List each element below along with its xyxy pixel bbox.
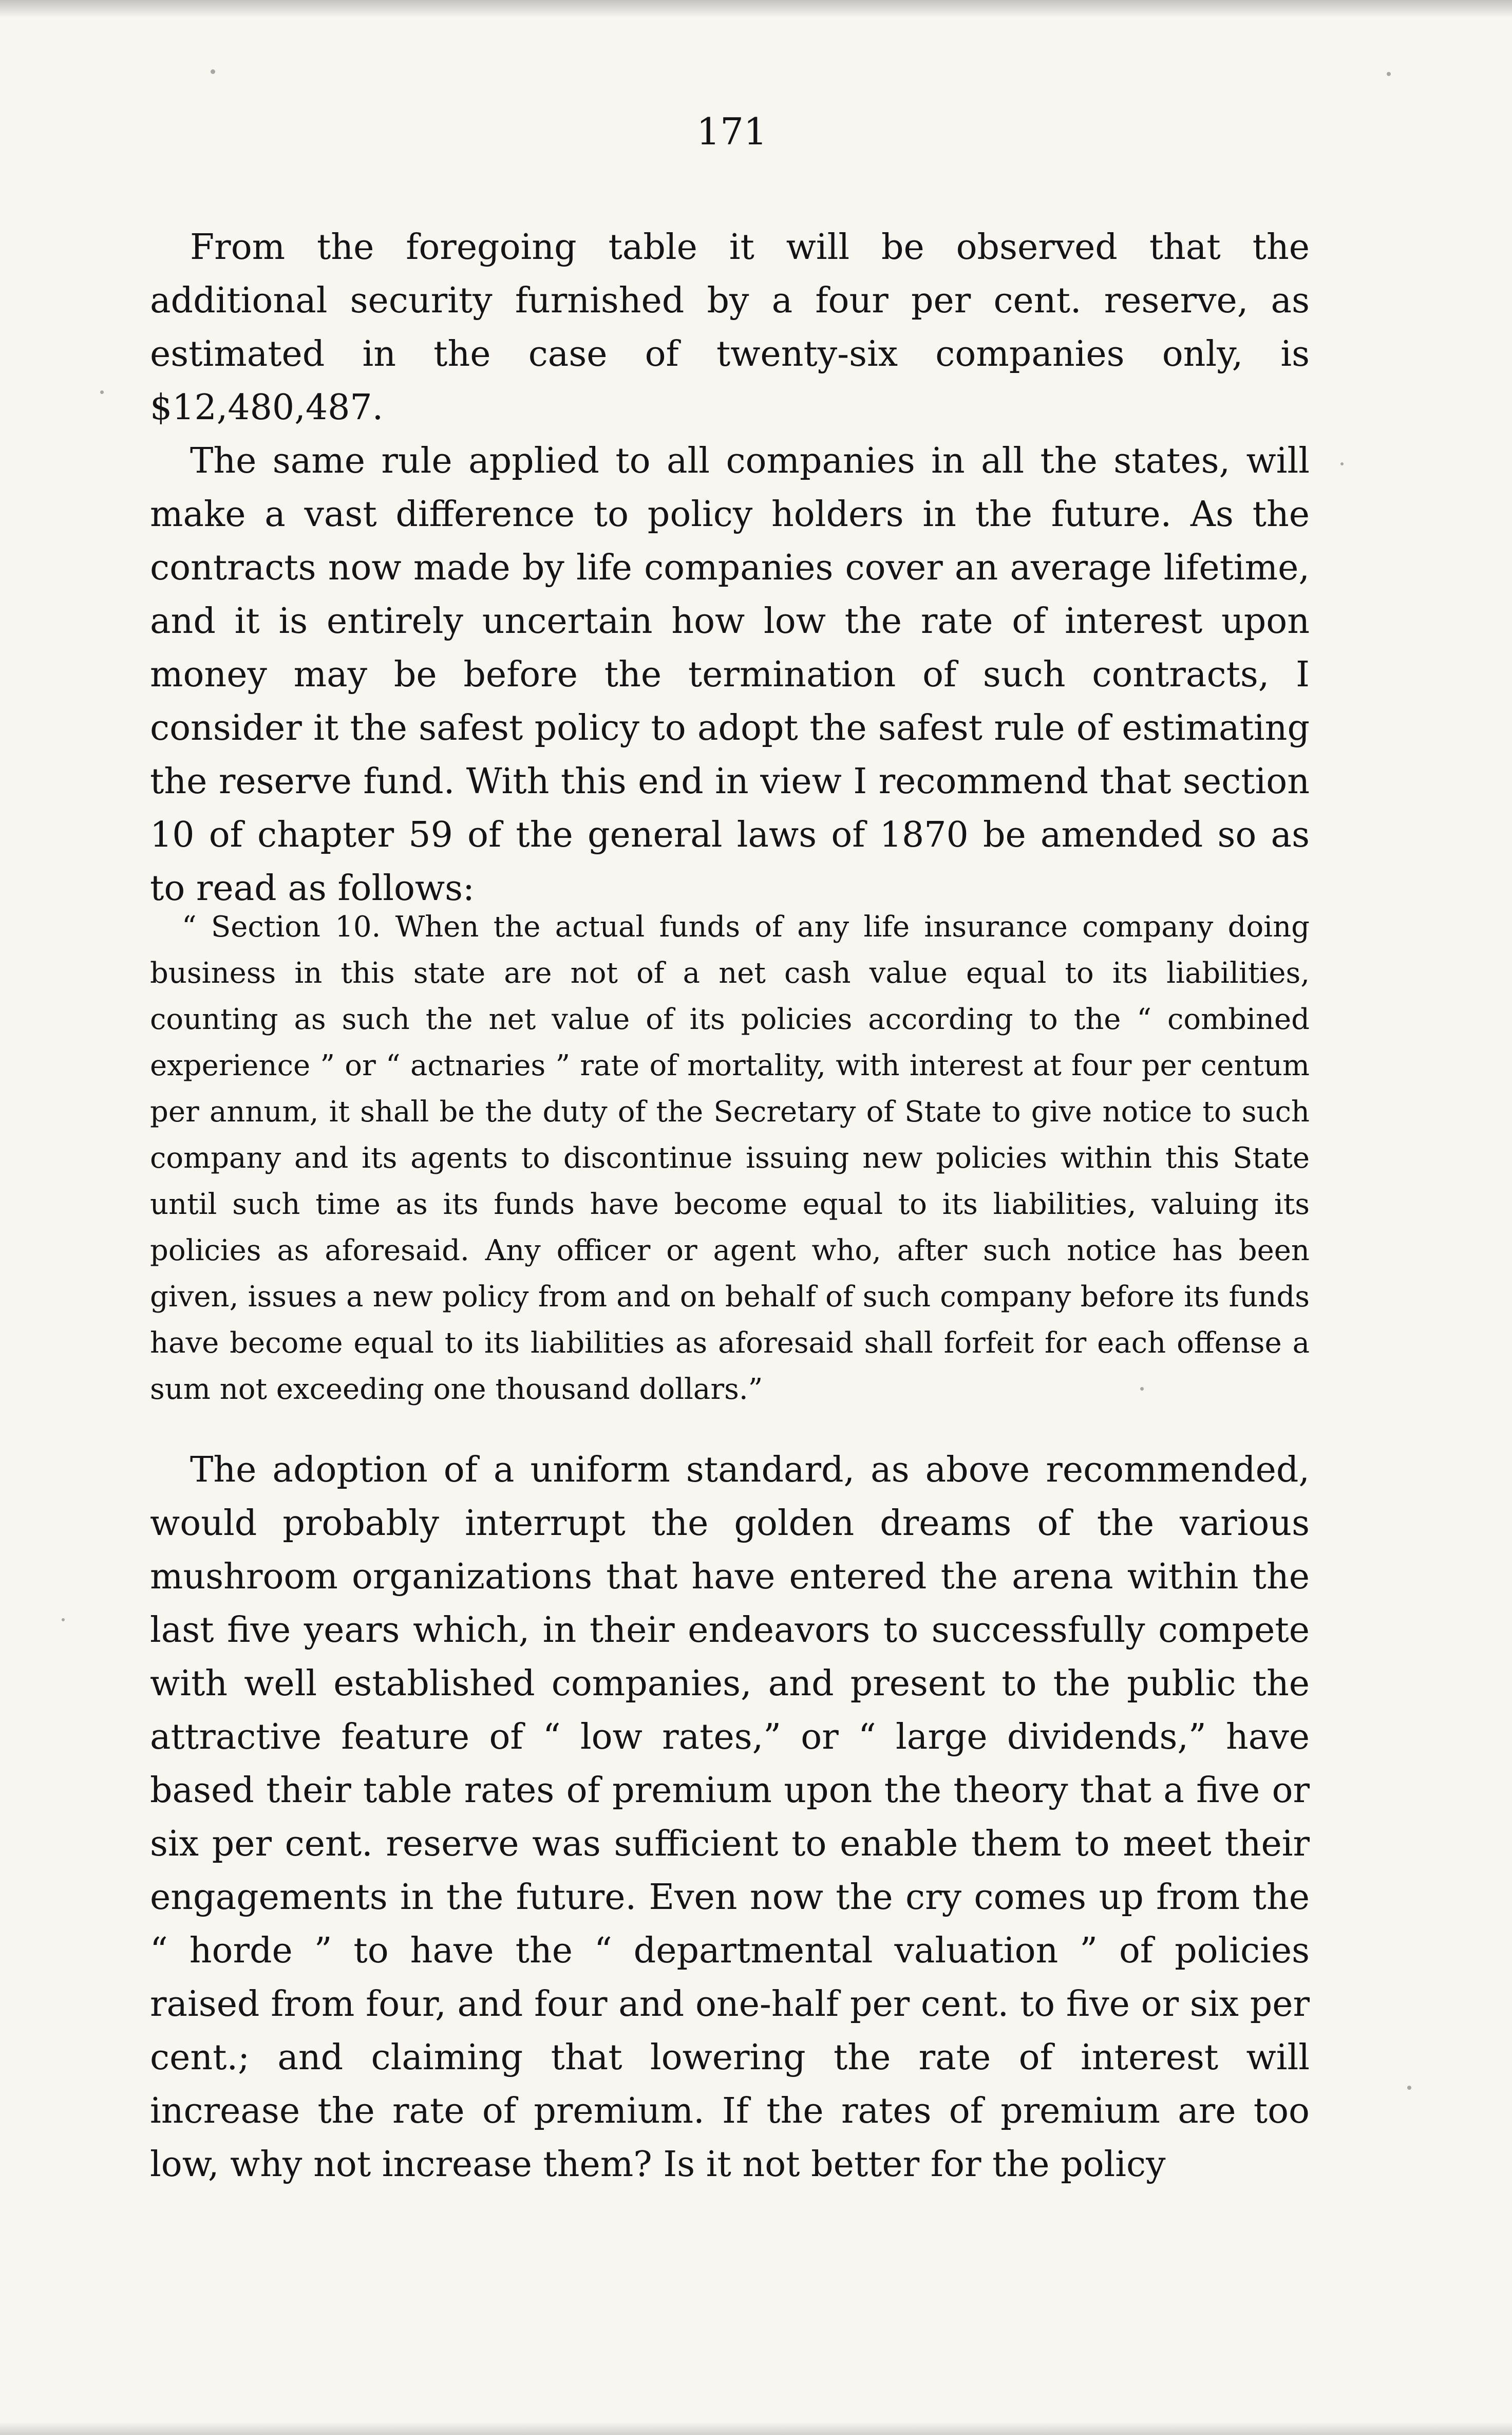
page-number: 171	[696, 110, 767, 153]
paragraph-same-rule: The same rule applied to all companies in all the states, will make a vast difference to policy holders in the future. As the contracts now made by life companies cover an average lifetime, and it is entirely uncertain how low the rate of interest upon money may be before the termination of such contracts, I consider it the safest policy to adopt the safest rule of estimating the reserve fund. With this end in view I recommend that section 10 of chapter 59 of the general laws of 1870 be amended so as to read as follows:	[150, 441, 1310, 909]
scan-speck	[1140, 1387, 1144, 1391]
scan-speck	[100, 390, 104, 394]
scan-top-edge	[0, 0, 1512, 17]
scan-bottom-edge	[0, 2422, 1512, 2435]
paragraph-uniform-standard: The adoption of a uniform standard, as above recommended, would probably interrupt the golden dreams of the various mushroom organizations that have entered the arena within the last five years which, in their endeavors to successfully compete with well established companies, and present to the public the attractive feature of “ low rates,” or “ large dividends,” have based their table rates of premium upon the theory that a five or six per cent. reserve was sufficient to enable them to meet their engagements in the future. Even now the cry comes up from the “ horde ” to have the “ departmental valuation ” of policies raised from four, and four and one-half per cent. to five or six per cent.; and claiming that lowering the rate of interest will increase the rate of premium. If the rates of premium are too low, why not increase them? Is it not better for the policy	[150, 1450, 1310, 2185]
scan-speck	[211, 69, 215, 74]
paragraph-additional-security: From the foregoing table it will be observed that the additional security furnished by a four per cent. reserve, as estimated in the case of twenty-six companies only, is $12,480,487.	[150, 227, 1310, 428]
quoted-section-10	[150, 904, 1310, 1413]
scan-speck	[1407, 2086, 1411, 2090]
scan-speck	[1387, 72, 1391, 76]
opening-text-block	[150, 221, 1310, 915]
closing-text-block	[150, 1444, 1310, 2192]
scan-speck	[62, 1618, 65, 1621]
quoted-law-text: “ Section 10. When the actual funds of any life insurance company doing business in this state are not of a net cash value equal to its liabilities, counting as such the net value of its policies according to the “ combined experience ” or “ actnaries ” rate of mortality, with interest at four per centum per annum, it shall be the duty of the Secretary of State to give notice to such company and its agents to discontinue issuing new policies within this State until such time as its funds have become equal to its liabilities, valuing its policies as aforesaid. Any officer or agent who, after such notice has been given, issues a new policy from and on behalf of such company before its funds have become equal to its liabilities as aforesaid shall forfeit for each offense a sum not exceeding one thousand dollars.”	[150, 910, 1310, 1406]
scan-speck	[1340, 462, 1344, 465]
